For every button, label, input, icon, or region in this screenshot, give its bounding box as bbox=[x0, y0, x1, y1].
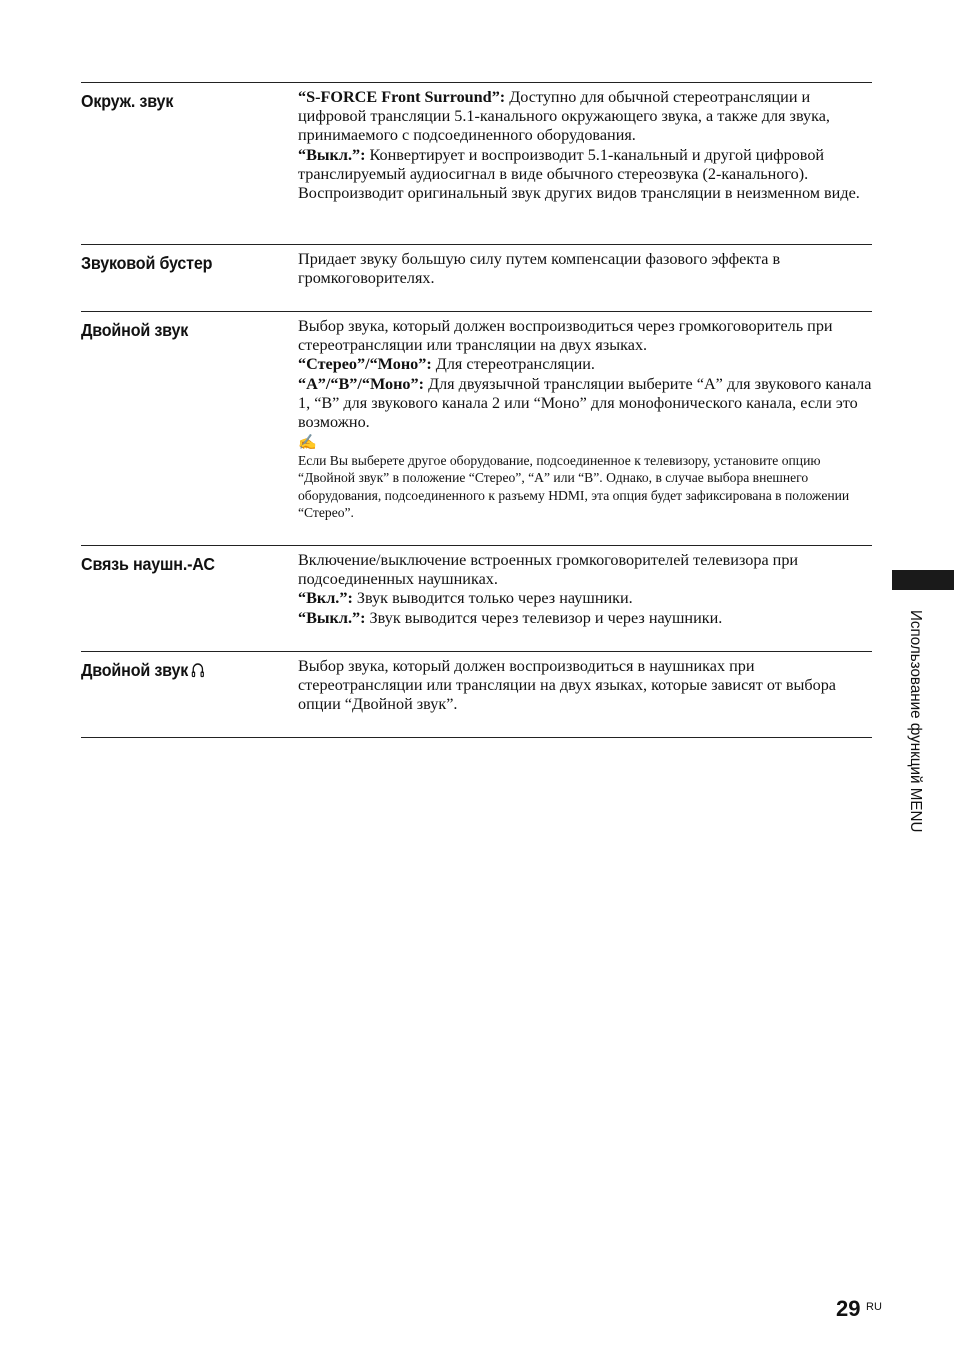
option-text: Включение/выключение встроенных громкоговорителей телевизора при подсоединенных наушниках. bbox=[298, 551, 799, 589]
table-row bbox=[81, 244, 872, 311]
option-name: “A”/“B”/“Моно”: bbox=[298, 374, 425, 393]
row-term: Окруж. звук bbox=[81, 91, 174, 111]
row-term: Двойной звук bbox=[81, 320, 189, 340]
row-term: Связь наушн.-АС bbox=[81, 554, 215, 574]
option-text: Придает звуку большую силу путем компенсации фазового эффекта в громкоговорителях. bbox=[298, 250, 781, 288]
row-description bbox=[298, 657, 872, 737]
headphones-icon bbox=[192, 662, 205, 678]
description-line bbox=[298, 375, 872, 433]
row-description bbox=[298, 88, 872, 244]
option-text: Для двуязычной трансляции выберите “A” для звукового канала 1, “B” для звукового канала 2 или “Моно” для монофонического канала, если это возможно. bbox=[298, 374, 872, 432]
option-name: “Стерео”/“Моно”: bbox=[298, 355, 432, 374]
settings-table bbox=[81, 82, 872, 738]
row-term: Звуковой бустер bbox=[81, 253, 213, 273]
option-text: Конвертирует и воспроизводит 5.1-канальный и другой цифровой транслируемый аудиосигнал в виде обычного стереозвука (2-канального). Воспроизводит оригинальный звук других видов трансляции в неизменном виде. bbox=[298, 145, 860, 203]
description-line bbox=[298, 317, 872, 355]
note-text: Если Вы выберете другое оборудование, подсоединенное к телевизору, установите опцию “Двойной звук” в положение “Стерео”, “A” или “B”. Однако, в случае выбора внешнего оборудования, подсоединенного к разъему HDMI, эта опция будет зафиксирована в положении “Стерео”. bbox=[298, 453, 850, 520]
description-line bbox=[298, 609, 872, 628]
table-row bbox=[81, 82, 872, 244]
row-description bbox=[298, 250, 872, 311]
description-line bbox=[298, 355, 872, 374]
option-text: Для стереотрансляции. bbox=[431, 355, 595, 374]
option-name: “Выкл.”: bbox=[298, 608, 366, 627]
table-row bbox=[81, 545, 872, 651]
description-line bbox=[298, 250, 872, 288]
option-text: Звук выводится только через наушники. bbox=[352, 589, 633, 608]
description-line bbox=[298, 88, 872, 146]
section-side-label: Использование функций MENU bbox=[907, 610, 924, 833]
description-line bbox=[298, 589, 872, 608]
pencil-note-icon: ✍ bbox=[298, 435, 317, 452]
term-label: Двойной звук bbox=[81, 660, 189, 680]
option-text: Доступно для обычной стереотрансляции и цифровой трансляции 5.1-канального окружающего звука, а также для звука, принимаемого с подсоединенного оборудования. bbox=[298, 88, 830, 145]
section-tab-marker bbox=[892, 570, 954, 590]
row-description bbox=[298, 317, 872, 545]
row-description bbox=[298, 551, 872, 651]
description-line bbox=[298, 551, 872, 589]
option-text: Звук выводится через телевизор и через наушники. bbox=[365, 608, 723, 627]
table-row bbox=[81, 311, 872, 545]
table-row bbox=[81, 651, 872, 738]
description-line bbox=[298, 657, 872, 715]
option-text: Выбор звука, который должен воспроизводиться в наушниках при стереотрансляции или трансляции на двух языках, которые зависят от выбора опции “Двойной звук”. bbox=[298, 657, 836, 714]
option-name: “S-FORCE Front Surround”: bbox=[298, 88, 506, 106]
page-language-suffix: RU bbox=[866, 1301, 882, 1313]
option-text: Выбор звука, который должен воспроизводиться через громкоговоритель при стереотрансляции или трансляции на двух языках. bbox=[298, 317, 833, 355]
row-term bbox=[81, 657, 281, 737]
page-number: 29 bbox=[836, 1296, 861, 1321]
option-name: “Выкл.”: bbox=[298, 145, 366, 164]
option-name: “Вкл.”: bbox=[298, 589, 353, 608]
description-line bbox=[298, 146, 872, 204]
